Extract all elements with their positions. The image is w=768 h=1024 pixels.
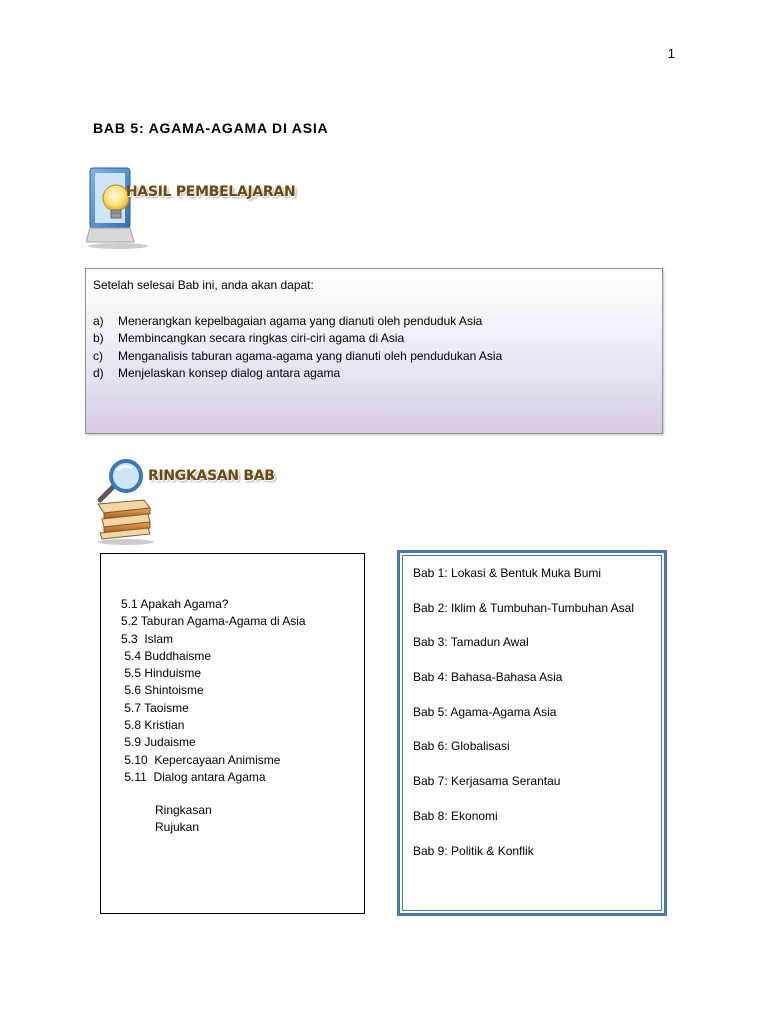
outcome-intro: Setelah selesai Bab ini, anda akan dapat: — [93, 278, 314, 292]
toc-item: 5.10 Kepercayaan Animisme — [121, 752, 281, 767]
chapter-item: Bab 3: Tamadun Awal — [413, 635, 529, 650]
toc-item: 5.8 Kristian — [121, 718, 185, 733]
toc-item: 5.1 Apakah Agama? — [121, 597, 229, 611]
lightbulb-monitor-icon — [86, 162, 166, 252]
learning-outcome-box — [85, 268, 663, 434]
outcome-letter: a) — [93, 314, 104, 328]
page-number: 1 — [667, 46, 675, 61]
chapters-list — [413, 564, 634, 876]
learning-outcome-banner — [86, 162, 306, 252]
chapter-contents-box — [100, 553, 365, 914]
toc-item: 5.5 Hinduisme — [121, 666, 202, 681]
book-chapters-inner — [402, 555, 662, 911]
chapter-item: Bab 5: Agama-Agama Asia — [413, 704, 557, 719]
chapter-summary-banner — [92, 456, 312, 546]
learning-outcome-label: HASIL PEMBELAJARAN — [126, 184, 296, 200]
toc-item: 5.3 Islam — [121, 631, 174, 646]
toc-references: Rujukan — [155, 820, 200, 835]
toc-item: 5.6 Shintoisme — [121, 683, 204, 698]
chapter-item: Bab 4: Bahasa-Bahasa Asia — [413, 670, 563, 685]
outcome-item — [93, 348, 502, 365]
outcome-list — [93, 313, 502, 382]
outcome-letter: c) — [93, 348, 103, 363]
outcome-text: Menjelaskan konsep dialog antara agama — [118, 365, 341, 380]
chapter-item: Bab 8: Ekonomi — [413, 808, 498, 823]
chapter-item: Bab 9: Politik & Konflik — [413, 843, 534, 858]
outcome-text: Menerangkan kepelbagaian agama yang dianuti oleh penduduk Asia — [118, 314, 483, 328]
chapter-summary-label: RINGKASAN BAB — [148, 468, 275, 484]
toc-item: 5.11 Dialog antara Agama — [121, 769, 266, 784]
chapter-item: Bab 1: Lokasi & Bentuk Muka Bumi — [413, 566, 602, 580]
chapter-item: Bab 2: Iklim & Tumbuhan-Tumbuhan Asal — [413, 600, 635, 615]
chapter-item: Bab 7: Kerjasama Serantau — [413, 774, 561, 789]
toc-list — [121, 596, 306, 786]
toc-extra — [155, 802, 212, 837]
toc-item: 5.7 Taoisme — [121, 700, 189, 715]
toc-item: 5.9 Judaisme — [121, 735, 196, 750]
outcome-text: Membincangkan secara ringkas ciri-ciri agama di Asia — [118, 331, 405, 346]
toc-item: 5.4 Buddhaisme — [121, 648, 212, 663]
outcome-letter: d) — [93, 365, 104, 380]
toc-summary: Ringkasan — [155, 803, 212, 817]
outcome-letter: b) — [93, 331, 104, 346]
outcome-item — [93, 313, 502, 330]
outcome-item — [93, 330, 502, 347]
chapter-item: Bab 6: Globalisasi — [413, 739, 510, 754]
chapter-title: BAB 5: AGAMA-AGAMA DI ASIA — [93, 120, 329, 136]
outcome-item — [93, 365, 502, 382]
book-chapters-box — [397, 550, 667, 916]
outcome-text: Menganalisis taburan agama-agama yang dianuti oleh pendudukan Asia — [118, 348, 503, 363]
toc-item: 5.2 Taburan Agama-Agama di Asia — [121, 614, 306, 629]
